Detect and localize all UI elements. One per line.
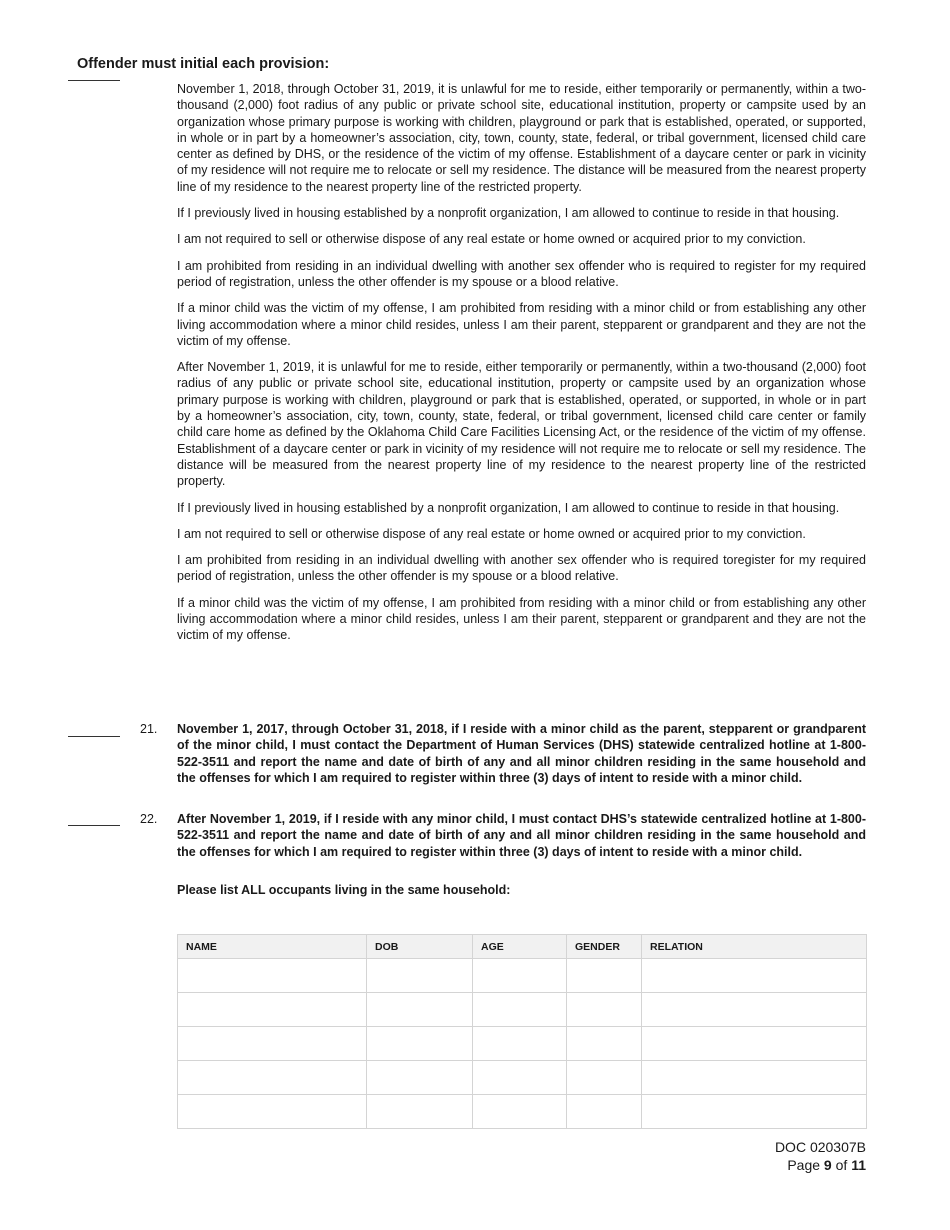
- provision-block: [177, 81, 866, 654]
- column-header-name: NAME: [178, 935, 367, 959]
- dob-cell[interactable]: [367, 1027, 473, 1061]
- name-cell[interactable]: [178, 1095, 367, 1129]
- table-row: [178, 1061, 867, 1095]
- provision-paragraph: After November 1, 2019, it is unlawful for me to reside, either temporarily or permanently, within a two-thousand (2,000) foot radius of any public or private school site, educational institution, property or campsite used by an organization whose primary purpose is working with children, playground or park that is established, operated, or supported, in whole or in part by a homeowner’s association, city, town, county, state, federal, or tribal government, licensed child care center or family child care home as defined by the Oklahoma Child Care Facilities Licensing Act, or the residence of the victim of my offense. Establishment of a daycare center or park in vicinity of my residence will not require me to relocate or sell my residence. The distance will be measured from the nearest property line of my residence to the nearest property line of the restricted property.: [177, 360, 866, 489]
- dob-cell[interactable]: [367, 993, 473, 1027]
- table-row: [178, 1095, 867, 1129]
- initial-line-item-22[interactable]: [68, 825, 120, 826]
- column-header-gender: GENDER: [567, 935, 642, 959]
- page-total: 11: [851, 1157, 866, 1173]
- provision-paragraph: If a minor child was the victim of my offense, I am prohibited from residing with a minor child or from establishing any other living accommodation where a minor child resides, unless I am their parent, stepparent or grandparent and they are not the victim of my offense.: [177, 301, 866, 348]
- name-cell[interactable]: [178, 1027, 367, 1061]
- column-header-dob: DOB: [367, 935, 473, 959]
- dob-cell[interactable]: [367, 1095, 473, 1129]
- gender-cell[interactable]: [567, 1027, 642, 1061]
- gender-cell[interactable]: [567, 959, 642, 993]
- occupants-label: Please list ALL occupants living in the same household:: [177, 883, 511, 897]
- relation-cell[interactable]: [642, 959, 867, 993]
- page-word: Page: [787, 1157, 821, 1173]
- column-header-relation: RELATION: [642, 935, 867, 959]
- table-row: [178, 959, 867, 993]
- name-cell[interactable]: [178, 993, 367, 1027]
- name-cell[interactable]: [178, 1061, 367, 1095]
- page-current: 9: [823, 1157, 832, 1173]
- page-indicator: [775, 1156, 866, 1174]
- dob-cell[interactable]: [367, 1061, 473, 1095]
- initial-line-item-21[interactable]: [68, 736, 120, 737]
- gender-cell[interactable]: [567, 1095, 642, 1129]
- dob-cell[interactable]: [367, 959, 473, 993]
- provision-paragraph: I am not required to sell or otherwise dispose of any real estate or home owned or acquired prior to my conviction.: [177, 526, 806, 541]
- page-of: of: [835, 1157, 848, 1173]
- provision-paragraph: I am prohibited from residing in an individual dwelling with another sex offender who is required toregister for my required period of registration, unless the other offender is my spouse or a blood relative.: [177, 553, 866, 584]
- name-cell[interactable]: [178, 959, 367, 993]
- table-header-row: [178, 935, 867, 959]
- age-cell[interactable]: [473, 993, 567, 1027]
- age-cell[interactable]: [473, 959, 567, 993]
- age-cell[interactable]: [473, 1061, 567, 1095]
- item-21-text: November 1, 2017, through October 31, 2018, if I reside with a minor child as the parent, stepparent or grandparent of the minor child, I must contact the Department of Human Services (DHS) statewide centralized hotline at 1-800-522-3511 and report the name and date of birth of any and all minor children residing in the same household and the offenses for which I am required to register within three (3) days of intent to reside with a minor child.: [177, 722, 866, 785]
- item-22-text: After November 1, 2019, if I reside with any minor child, I must contact DHS’s statewide centralized hotline at 1-800-522-3511 and report the name and date of birth of any and all minor children residing in the same household and the offenses for which I am required to register within three (3) days of intent to reside with a minor child.: [177, 812, 866, 859]
- age-cell[interactable]: [473, 1095, 567, 1129]
- item-21: [177, 721, 866, 796]
- column-header-age: AGE: [473, 935, 567, 959]
- provision-paragraph: If I previously lived in housing established by a nonprofit organization, I am allowed to continue to reside in that housing.: [177, 206, 840, 221]
- relation-cell[interactable]: [642, 1061, 867, 1095]
- provision-paragraph: I am prohibited from residing in an individual dwelling with another sex offender who is required to register for my required period of registration, unless the other offender is my spouse or a blood relative.: [177, 258, 866, 289]
- provision-paragraph: November 1, 2018, through October 31, 2019, it is unlawful for me to reside, either temporarily or permanently, within a two-thousand (2,000) foot radius of any public or private school site, educational institution, property or campsite used by an organization whose primary purpose is working with children, playground or park that is established, operated, or supported, in whole or in part by a homeowner’s association, city, town, county, state, federal, or tribal government, licensed child care center as defined by DHS, or the residence of the victim of my offense. Establishment of a daycare center or park in vicinity of my residence will not require me to relocate or sell my residence. The distance will be measured from the nearest property line of my residence to the nearest property line of the restricted property.: [177, 82, 866, 194]
- gender-cell[interactable]: [567, 1061, 642, 1095]
- table-row: [178, 993, 867, 1027]
- age-cell[interactable]: [473, 1027, 567, 1061]
- relation-cell[interactable]: [642, 993, 867, 1027]
- provision-paragraph: If I previously lived in housing established by a nonprofit organization, I am allowed to continue to reside in that housing.: [177, 500, 840, 515]
- item-21-number: 21.: [140, 722, 158, 736]
- table-row: [178, 1027, 867, 1061]
- item-22: [177, 811, 866, 870]
- gender-cell[interactable]: [567, 993, 642, 1027]
- doc-number: DOC 020307B: [774, 1139, 866, 1155]
- section-heading: Offender must initial each provision:: [77, 56, 330, 72]
- relation-cell[interactable]: [642, 1095, 867, 1129]
- page-footer: [775, 1138, 866, 1174]
- initial-line-provisions[interactable]: [68, 80, 120, 81]
- item-22-number: 22.: [140, 812, 158, 826]
- provision-paragraph: I am not required to sell or otherwise dispose of any real estate or home owned or acquired prior to my conviction.: [177, 232, 806, 247]
- provision-paragraph: If a minor child was the victim of my offense, I am prohibited from residing with a minor child or from establishing any other living accommodation where a minor child resides, unless I am their parent, stepparent or grandparent and they are not the victim of my offense.: [177, 595, 866, 643]
- occupants-table: [177, 934, 867, 1129]
- relation-cell[interactable]: [642, 1027, 867, 1061]
